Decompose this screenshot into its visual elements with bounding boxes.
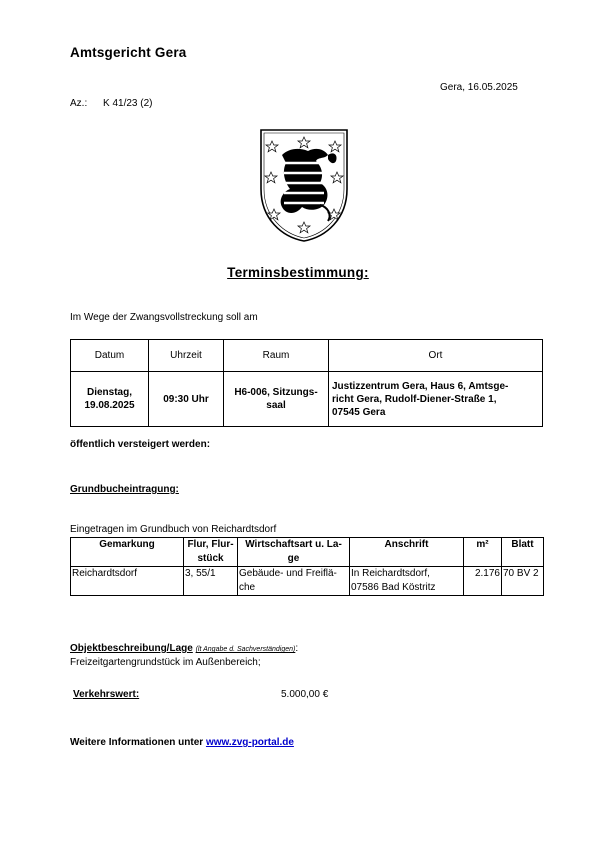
date-line-1: Dienstag,	[86, 387, 132, 398]
object-description-heading	[70, 643, 298, 654]
cell-gemarkung: Reichardtsdorf	[71, 567, 184, 596]
auction-text: öffentlich versteigert werden:	[70, 439, 211, 450]
cell-blatt: 70 BV 2	[502, 567, 544, 596]
header-date: Datum	[71, 340, 149, 372]
header-place: Ort	[329, 340, 543, 372]
header-flur	[184, 538, 238, 567]
court-name: Amtsgericht Gera	[70, 45, 187, 60]
grundbuch-table	[70, 537, 544, 596]
appointment-table	[70, 339, 543, 427]
header-flur-line-1: Flur, Flur-	[187, 539, 234, 550]
object-description-note: (lt Angabe d. Sachverständigen)	[195, 646, 296, 653]
file-number: K 41/23 (2)	[103, 98, 153, 109]
intro-text: Im Wege der Zwangsvollstreckung soll am	[70, 312, 258, 323]
more-info-text: Weitere Informationen unter	[70, 737, 204, 748]
cell-anschrift-line-1: In Reichardtsdorf,	[351, 568, 430, 579]
header-anschrift: Anschrift	[350, 538, 464, 567]
file-number-label: Az.:	[70, 98, 88, 109]
grundbuch-heading: Grundbucheintragung:	[70, 484, 179, 495]
grundbuch-intro: Eingetragen im Grundbuch von Reichardtsdorf	[70, 524, 277, 535]
date-line-2: 19.08.2025	[84, 400, 135, 411]
header-wirtschaftsart-line-2: ge	[287, 553, 300, 564]
place-line-3: 07545 Gera	[332, 406, 386, 418]
page-title: Terminsbestimmung:	[227, 265, 369, 280]
room-line-1: H6-006, Sitzungs-	[234, 387, 318, 398]
more-info	[70, 737, 294, 748]
place-line-2: richt Gera, Rudolf-Diener-Straße 1,	[332, 393, 497, 405]
cell-m2: 2.176	[464, 567, 502, 596]
appointment-place	[329, 372, 543, 427]
appointment-date	[71, 372, 149, 427]
appointment-room	[224, 372, 329, 427]
cell-flur: 3, 55/1	[184, 567, 238, 596]
cell-wirtschaftsart-line-1: Gebäude- und Freiflä-	[239, 568, 337, 579]
grundbuch-header-row	[71, 538, 544, 567]
cell-wirtschaftsart-line-2: che	[239, 582, 256, 593]
cell-anschrift-line-2: 07586 Bad Köstritz	[351, 582, 436, 593]
cell-wirtschaftsart	[238, 567, 350, 596]
thuringia-coat-of-arms-icon	[258, 127, 350, 243]
header-gemarkung: Gemarkung	[71, 538, 184, 567]
header-room: Raum	[224, 340, 329, 372]
place-date: Gera, 16.05.2025	[440, 82, 518, 93]
appointment-row	[71, 372, 543, 427]
header-m2: m²	[464, 538, 502, 567]
place-line-1: Justizzentrum Gera, Haus 6, Amtsge-	[332, 380, 509, 392]
object-description-colon: :	[295, 643, 299, 654]
object-description-text: Freizeitgartengrundstück im Außenbereich;	[70, 657, 261, 668]
header-blatt: Blatt	[502, 538, 544, 567]
object-description-title: Objektbeschreibung/Lage	[70, 643, 193, 654]
header-time: Uhrzeit	[149, 340, 224, 372]
table-row	[71, 567, 544, 596]
appointment-header-row	[71, 340, 543, 372]
room-line-2: saal	[266, 400, 286, 411]
market-value-label: Verkehrswert:	[73, 689, 140, 700]
header-flur-line-2: stück	[197, 553, 224, 564]
market-value: 5.000,00 €	[281, 689, 329, 700]
header-wirtschaftsart-line-1: Wirtschaftsart u. La-	[245, 539, 342, 550]
appointment-time: 09:30 Uhr	[149, 372, 224, 427]
zvg-portal-link[interactable]: www.zvg-portal.de	[205, 737, 294, 748]
header-wirtschaftsart	[238, 538, 350, 567]
cell-anschrift	[350, 567, 464, 596]
